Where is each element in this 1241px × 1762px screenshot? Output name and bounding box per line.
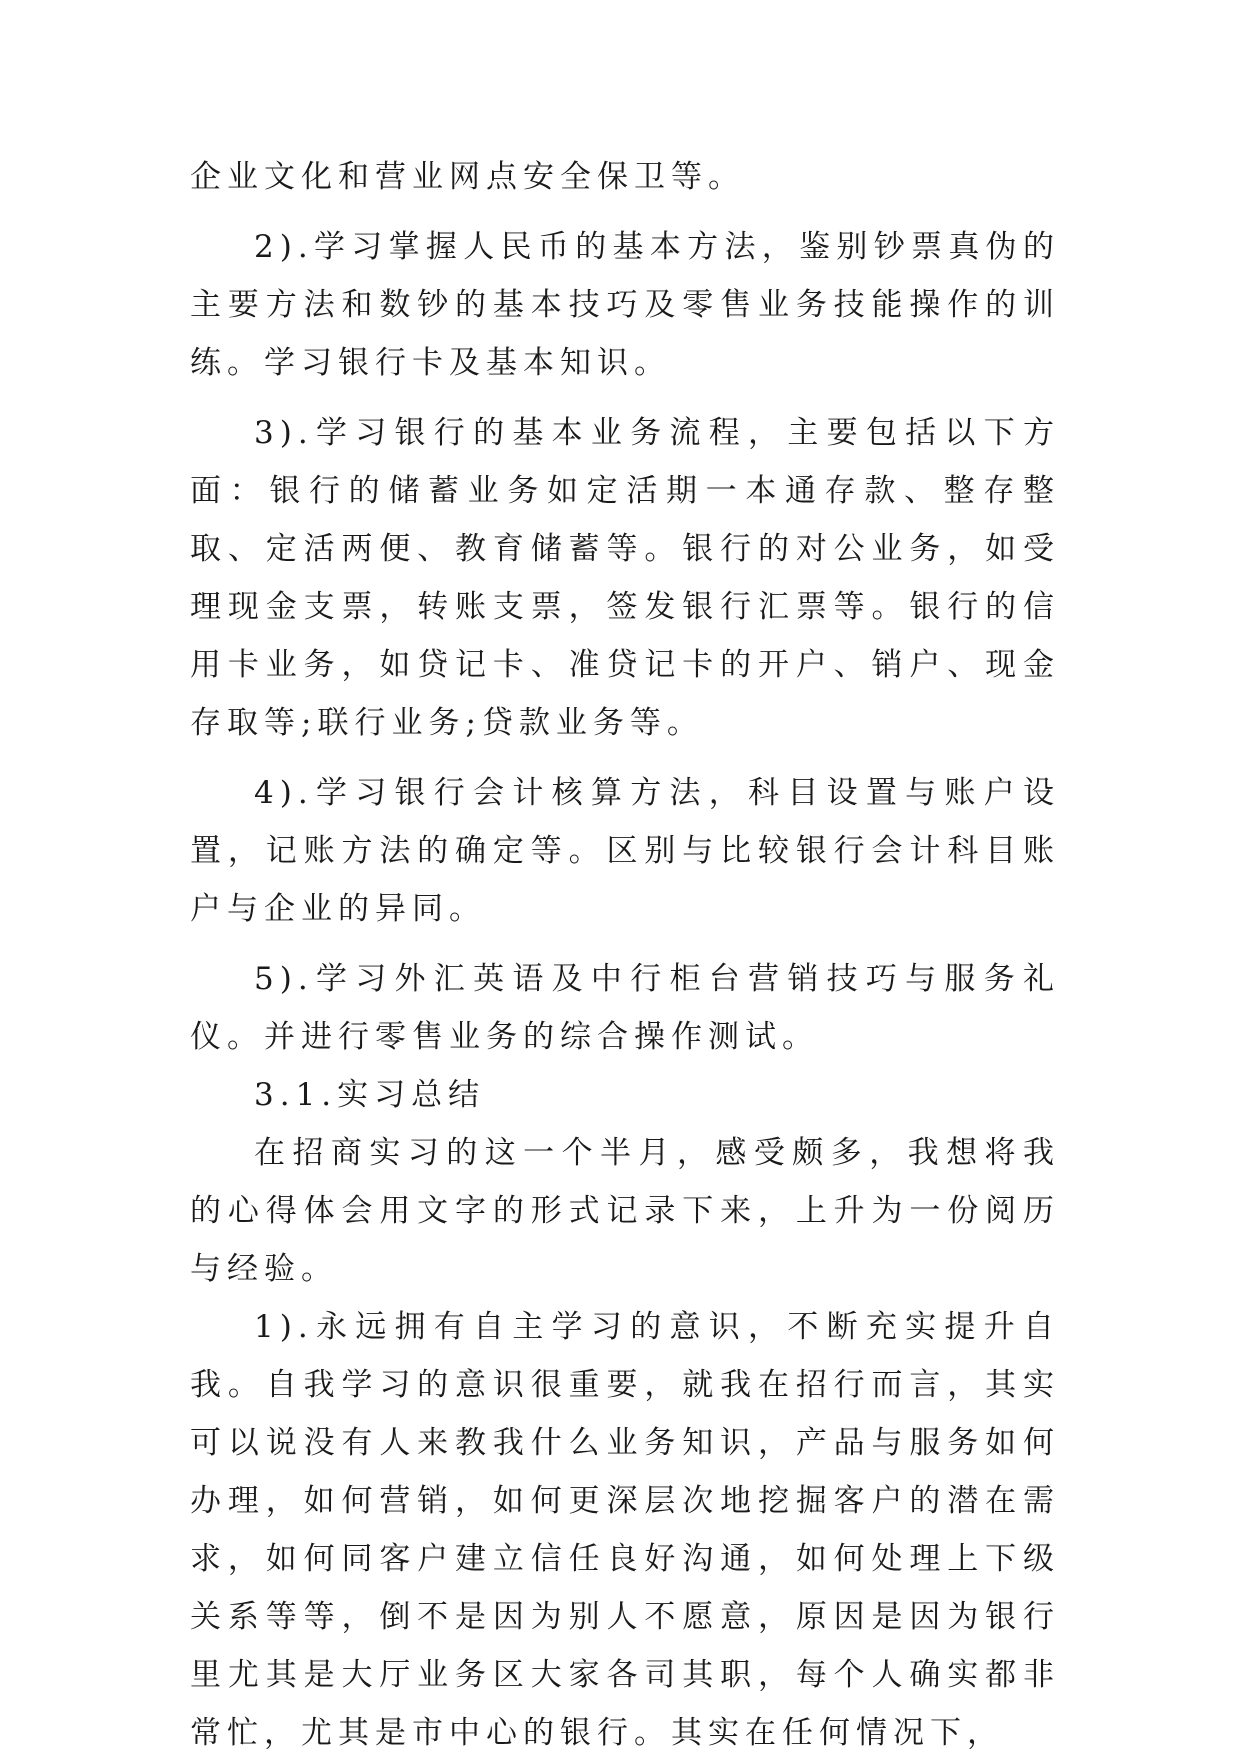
paragraph-0: 企业文化和营业网点安全保卫等。: [190, 159, 745, 195]
paragraph-item-3: 3).学习银行的基本业务流程，主要包括以下方面：银行的储蓄业务如定活期一本通存款、整存整取、定活两便、教育储蓄等。银行的对公业务，如受理现金支票，转账支票，签发银行汇票等。银行的信用卡业务，如贷记卡、准贷记卡的开户、销户、现金存取等;联行业务;贷款业务等。: [190, 415, 1060, 741]
paragraph-item-5: 5).学习外汇英语及中行柜台营销技巧与服务礼仪。并进行零售业务的综合操作测试。: [190, 961, 1060, 1055]
paragraph-summary-item-1: 1).永远拥有自主学习的意识，不断充实提升自我。自我学习的意识很重要，就我在招行而言，其实可以说没有人来教我什么业务知识，产品与服务如何办理，如何营销，如何更深层次地挖掘客户的潜在需求，如何同客户建立信任良好沟通，如何处理上下级关系等等，倒不是因为别人不愿意，原因是因为银行里尤其是大厅业务区大家各司其职，每个人确实都非常忙，尤其是市中心的银行。其实在任何情况下，: [190, 1309, 1060, 1751]
paragraph-item-4: 4).学习银行会计核算方法，科目设置与账户设置，记账方法的确定等。区别与比较银行会计科目账户与企业的异同。: [190, 775, 1060, 927]
body-text: [190, 148, 1060, 1762]
paragraph-item-2: 2).学习掌握人民币的基本方法，鉴别钞票真伪的主要方法和数钞的基本技巧及零售业务技能操作的训练。学习银行卡及基本知识。: [190, 229, 1060, 381]
paragraph-summary-intro: 在招商实习的这一个半月，感受颇多，我想将我的心得体会用文字的形式记录下来，上升为一份阅历与经验。: [190, 1135, 1060, 1287]
section-heading: 3.1.实习总结: [254, 1077, 486, 1113]
